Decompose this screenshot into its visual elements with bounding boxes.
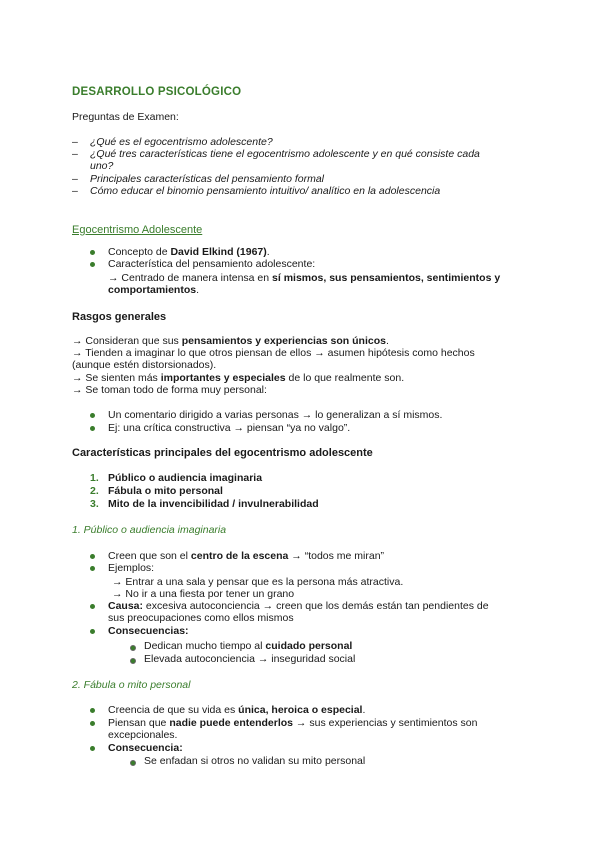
list-item: Un comentario dirigido a varias personas → lo generalizan a sí mismos.: [108, 409, 443, 421]
bullet-icon: [90, 563, 100, 573]
list-item: Piensan que nadie puede entenderlos → sus experiencias y sentimientos son: [108, 717, 478, 729]
list-item: Creen que son el centro de la escena → “todos me miran”: [108, 550, 385, 562]
bullet-icon: [90, 626, 100, 636]
rasgo-line: → Se sienten más importantes y especiales de lo que realmente son.: [72, 372, 405, 384]
list-item-sub: → Centrado de manera intensa en sí mismos, sus pensamientos, sentimientos y: [108, 272, 501, 284]
pregunta-2: – ¿Qué tres características tiene el egocentrismo adolescente y en qué consiste cada: [90, 148, 530, 160]
subsection-heading-publico: 1. Público o audiencia imaginaria: [72, 524, 227, 536]
list-item-cont: excepcionales.: [108, 729, 178, 741]
rasgo-line: → Tienden a imaginar lo que otros piensan de ellos → asumen hipótesis como hechos: [72, 347, 475, 359]
subsection-heading-fabula: 2. Fábula o mito personal: [72, 679, 191, 691]
caracteristica-item: Público o audiencia imaginaria: [108, 472, 263, 484]
list-number: 1.: [90, 472, 99, 484]
list-item-sub: → No ir a una fiesta por tener un grano: [112, 588, 295, 600]
pregunta-1: – ¿Qué es el egocentrismo adolescente?: [90, 136, 530, 148]
section-heading-caracteristicas: Características principales del egocentrismo adolescente: [72, 447, 373, 459]
bullet-icon: [90, 718, 100, 728]
list-item-nested: Dedican mucho tiempo al cuidado personal: [144, 640, 353, 652]
caracteristica-item: Mito de la invencibilidad / invulnerabilidad: [108, 498, 319, 510]
bullet-icon: [90, 551, 100, 561]
list-item: Consecuencia:: [108, 742, 183, 754]
list-item: Ejemplos:: [108, 562, 155, 574]
caracteristica-item: Fábula o mito personal: [108, 485, 223, 497]
circle-bullet-icon: [130, 757, 140, 767]
bullet-icon: [90, 410, 100, 420]
circle-bullet-icon: [130, 642, 140, 652]
pregunta-2-cont: uno?: [90, 160, 114, 172]
list-item: Creencia de que su vida es única, heroica o especial.: [108, 704, 366, 716]
bullet-icon: [90, 705, 100, 715]
section-heading-egocentrismo: Egocentrismo Adolescente: [72, 224, 203, 236]
list-item: Característica del pensamiento adolescente:: [108, 258, 316, 270]
list-item: Concepto de David Elkind (1967).: [108, 246, 270, 258]
list-item-cont: sus preocupaciones como ellos mismos: [108, 612, 294, 624]
list-item: Causa: excesiva autoconciencia → creen que los demás están tan pendientes de: [108, 600, 489, 612]
bullet-icon: [90, 601, 100, 611]
bullet-icon: [90, 423, 100, 433]
rasgo-line: → Se toman todo de forma muy personal:: [72, 384, 267, 396]
list-item-sub-cont: comportamientos.: [108, 284, 200, 296]
page-title: DESARROLLO PSICOLÓGICO: [72, 86, 242, 98]
bullet-icon: [90, 247, 100, 257]
pregunta-3: – Principales características del pensamiento formal: [90, 173, 530, 185]
list-number: 3.: [90, 498, 99, 510]
circle-bullet-icon: [130, 655, 140, 665]
rasgo-line: → Consideran que sus pensamientos y experiencias son únicos.: [72, 335, 389, 347]
bullet-icon: [90, 743, 100, 753]
list-item: Ej: una crítica constructiva → piensan “ya no valgo”.: [108, 422, 351, 434]
bullet-icon: [90, 259, 100, 269]
list-item-sub: → Entrar a una sala y pensar que es la persona más atractiva.: [112, 576, 404, 588]
rasgo-line: (aunque estén distorsionados).: [72, 359, 217, 371]
section-heading-rasgos: Rasgos generales: [72, 311, 167, 323]
list-item: Consecuencias:: [108, 625, 189, 637]
preguntas-label: Preguntas de Examen:: [72, 111, 179, 123]
list-item-nested: Se enfadan si otros no validan su mito personal: [144, 755, 366, 767]
list-number: 2.: [90, 485, 99, 497]
pregunta-4: – Cómo educar el binomio pensamiento intuitivo/ analítico en la adolescencia: [90, 185, 530, 197]
list-item-nested: Elevada autoconciencia → inseguridad social: [144, 653, 356, 665]
